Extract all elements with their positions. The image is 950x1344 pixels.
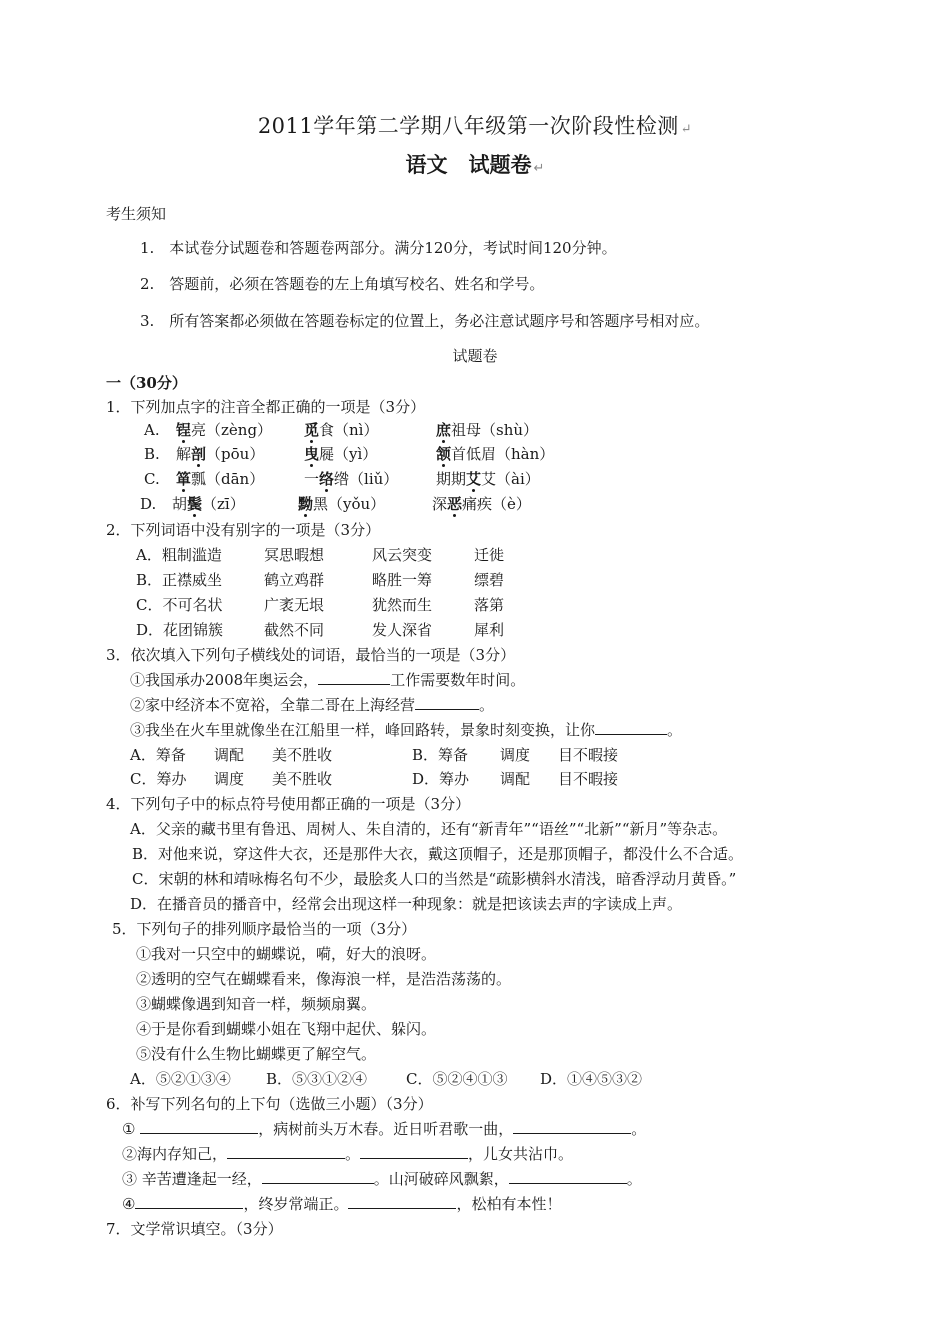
q1-option-b-word-2 xyxy=(304,444,377,464)
dotted-char: 黝 xyxy=(298,495,314,513)
sentence-text: ②家中经济本不宽裕，全靠二哥在上海经营 xyxy=(130,696,416,714)
dotted-char: 曳 xyxy=(304,445,320,463)
q6-line-3 xyxy=(122,1169,642,1189)
pinyin: （zī） xyxy=(202,495,245,513)
q5-option-a: A．⑤②①③④ xyxy=(130,1070,231,1088)
dotted-char: 剖 xyxy=(191,445,207,463)
answer-blank[interactable] xyxy=(135,1194,243,1209)
plain-char: 胡 xyxy=(172,495,188,513)
dotted-char: 颔 xyxy=(436,445,452,463)
q6-line-4 xyxy=(122,1194,561,1214)
q1-option-a-label: A. xyxy=(144,421,160,439)
pinyin: 屣（yì） xyxy=(319,445,378,463)
q2-option-c: C．不可名状 xyxy=(136,596,223,614)
q1-option-c-word-3 xyxy=(436,469,540,489)
q1-option-d-label: D. xyxy=(140,495,157,513)
q3-word: 调配 xyxy=(500,770,531,788)
q2-word: 迁徙 xyxy=(474,546,505,564)
q3-sentence-2 xyxy=(130,695,494,715)
q3-word: 调配 xyxy=(214,746,245,764)
notice-heading: 考生须知 xyxy=(106,205,167,223)
verse-text: ③ 辛苦遭逢起一经， xyxy=(122,1170,262,1188)
sentence-text: 。 xyxy=(479,696,495,714)
notice-item: 1. 本试卷分试题卷和答题卷两部分。满分120分，考试时间120分钟。 xyxy=(140,239,617,257)
q2-option-b: B．正襟威坐 xyxy=(136,571,223,589)
q3-word: 美不胜收 xyxy=(272,770,333,788)
q3-word: 调度 xyxy=(214,770,245,788)
q2-word: 鹤立鸡群 xyxy=(264,571,325,589)
sentence-text: 。 xyxy=(667,721,683,739)
pinyin: 首低眉（hàn） xyxy=(451,445,555,463)
q6-line-1 xyxy=(122,1119,646,1139)
q2-word: 发人深省 xyxy=(372,621,433,639)
answer-blank[interactable] xyxy=(140,1119,258,1134)
q1-option-a-word-1 xyxy=(176,420,272,440)
sentence-text: 工作需要数年时间。 xyxy=(390,671,526,689)
q2-word: 犀利 xyxy=(474,621,505,639)
q3-option-c: C．筹办 xyxy=(130,770,187,788)
verse-text: 。 xyxy=(345,1145,361,1163)
dotted-char: 锃 xyxy=(176,421,192,439)
pinyin: 痛疾（è） xyxy=(462,495,531,513)
exam-title-text: 2011学年第二学期八年级第一次阶段性检测 xyxy=(257,114,679,138)
verse-text: ，儿女共沾巾。 xyxy=(468,1145,574,1163)
verse-text: ，松柏有本性！ xyxy=(456,1195,562,1213)
pinyin: （pōu） xyxy=(206,445,265,463)
q3-word: 目不暇接 xyxy=(558,770,619,788)
q5-sentence: ①我对一只空中的蝴蝶说，嗬，好大的浪呀。 xyxy=(136,945,437,963)
notice-item: 2. 答题前，必须在答题卷的左上角填写校名、姓名和学号。 xyxy=(140,275,545,293)
q4-option-a: A．父亲的藏书里有鲁迅、周树人、朱自清的，还有“新青年”“语丝”“北新”“新月”等杂志。 xyxy=(130,820,728,838)
q2-word: 略胜一筹 xyxy=(372,571,433,589)
part-one-heading: 一（30分） xyxy=(106,374,187,392)
q2-word: 广袤无垠 xyxy=(264,596,325,614)
pinyin: 瓢（dān） xyxy=(191,470,265,488)
q6-line-2 xyxy=(122,1144,573,1164)
q5-sentence: ⑤没有什么生物比蝴蝶更了解空气。 xyxy=(136,1045,377,1063)
q5-option-b: B．⑤③①②④ xyxy=(266,1070,368,1088)
answer-blank[interactable] xyxy=(348,1194,456,1209)
q1-option-d-word-1 xyxy=(172,494,245,514)
answer-blank[interactable] xyxy=(513,1119,631,1134)
question-5-stem: 5．下列句子的排列顺序最恰当的一项（3分） xyxy=(112,920,417,938)
plain-char: 解 xyxy=(176,445,192,463)
pinyin: 食（nì） xyxy=(319,421,379,439)
answer-blank[interactable] xyxy=(415,695,479,710)
question-2-stem: 2．下列词语中没有别字的一项是（3分） xyxy=(106,521,381,539)
q2-word: 落第 xyxy=(474,596,505,614)
answer-blank[interactable] xyxy=(227,1144,345,1159)
plain-char: 深 xyxy=(432,495,448,513)
exam-subtitle xyxy=(0,152,950,182)
notice-item: 3. 所有答案都必须做在答题卷标定的位置上，务必注意试题序号和答题序号相对应。 xyxy=(140,312,710,330)
q2-option-a: A．粗制滥造 xyxy=(136,546,222,564)
dotted-char: 觅 xyxy=(304,421,320,439)
answer-blank[interactable] xyxy=(595,720,667,735)
q1-option-d-word-2 xyxy=(298,494,385,514)
q4-option-b: B．对他来说，穿这件大衣，还是那件大衣，戴这顶帽子，还是那顶帽子，都没什么不合适。 xyxy=(132,845,744,863)
q1-option-a-word-3 xyxy=(436,420,538,440)
verse-text: 。 xyxy=(631,1120,647,1138)
pinyin: 黑（yǒu） xyxy=(313,495,386,513)
pinyin: 艾（ài） xyxy=(481,470,540,488)
plain-char: 期期 xyxy=(436,470,467,488)
section-label: 试题卷 xyxy=(452,347,498,365)
dotted-char: 恶 xyxy=(447,495,463,513)
q2-word: 风云突变 xyxy=(372,546,433,564)
q5-sentence: ③蝴蝶像遇到知音一样，频频扇翼。 xyxy=(136,995,377,1013)
q2-word: 犹然而生 xyxy=(372,596,433,614)
q5-sentence: ④于是你看到蝴蝶小姐在飞翔中起伏、躲闪。 xyxy=(136,1020,437,1038)
question-7-stem: 7．文学常识填空。（3分） xyxy=(106,1220,283,1238)
q1-option-c-word-1 xyxy=(176,469,264,489)
verse-text: 。山河破碎风飘絮， xyxy=(373,1170,509,1188)
q3-option-d: D．筹办 xyxy=(412,770,470,788)
q4-option-d: D．在播音员的播音中，经常会出现这样一种现象：就是把该读去声的字读成上声。 xyxy=(130,895,683,913)
q2-option-d: D．花团锦簇 xyxy=(136,621,224,639)
answer-blank[interactable] xyxy=(360,1144,468,1159)
q4-option-c: C．宋朝的林和靖咏梅名句不少，最脍炙人口的当然是“疏影横斜水清浅，暗香浮动月黄昏。” xyxy=(132,870,737,888)
verse-text: ① xyxy=(122,1120,136,1138)
q3-option-a: A．筹备 xyxy=(130,746,186,764)
q5-option-c: C．⑤②④①③ xyxy=(406,1070,508,1088)
q1-option-b-label: B. xyxy=(144,445,160,463)
dotted-char: 箪 xyxy=(176,470,192,488)
q3-word: 美不胜收 xyxy=(272,746,333,764)
verse-text: ④ xyxy=(122,1195,136,1213)
dotted-char: 艾 xyxy=(466,470,482,488)
sentence-text: ①我国承办2008年奥运会， xyxy=(130,671,319,689)
pinyin: 祖母（shù） xyxy=(451,421,539,439)
plain-char: 一 xyxy=(304,470,320,488)
verse-text: 。 xyxy=(626,1170,642,1188)
q3-sentence-3 xyxy=(130,720,682,740)
verse-text: ，病树前头万木春。近日听君歌一曲， xyxy=(258,1120,514,1138)
q1-option-a-word-2 xyxy=(304,420,378,440)
q5-sentence: ②透明的空气在蝴蝶看来，像海浪一样，是浩浩荡荡的。 xyxy=(136,970,512,988)
q1-option-c-word-2 xyxy=(304,469,398,489)
pinyin: 绺（liǔ） xyxy=(334,470,399,488)
exam-title xyxy=(0,113,950,143)
q2-word: 缥碧 xyxy=(474,571,505,589)
dotted-char: 庶 xyxy=(436,421,452,439)
q2-word: 截然不同 xyxy=(264,621,325,639)
answer-blank[interactable] xyxy=(509,1169,627,1184)
dotted-char: 鬓 xyxy=(187,495,203,513)
paragraph-mark-icon: ↵ xyxy=(680,122,693,137)
verse-text: ②海内存知己， xyxy=(122,1145,228,1163)
question-3-stem: 3．依次填入下列句子横线处的词语，最恰当的一项是（3分） xyxy=(106,646,516,664)
answer-blank[interactable] xyxy=(318,670,390,685)
verse-text: ，终岁常端正。 xyxy=(243,1195,349,1213)
exam-subtitle-text: 语文 试题卷 xyxy=(405,153,532,177)
pinyin: 亮（zèng） xyxy=(191,421,273,439)
q1-option-c-label: C. xyxy=(144,470,160,488)
question-6-stem: 6．补写下列名句的上下句（选做三小题）（3分） xyxy=(106,1095,433,1113)
sentence-text: ③我坐在火车里就像坐在江船里一样，峰回路转，景象时刻变换，让你 xyxy=(130,721,596,739)
paragraph-mark-icon: ↵ xyxy=(533,161,545,176)
q1-option-b-word-1 xyxy=(176,444,264,464)
question-4-stem: 4．下列句子中的标点符号使用都正确的一项是（3分） xyxy=(106,795,471,813)
q5-option-d: D．①④⑤③② xyxy=(540,1070,643,1088)
dotted-char: 络 xyxy=(319,470,335,488)
q3-word: 调度 xyxy=(500,746,531,764)
answer-blank[interactable] xyxy=(262,1169,374,1184)
q3-option-b: B．筹备 xyxy=(412,746,469,764)
q1-option-b-word-3 xyxy=(436,444,554,464)
q2-word: 冥思暇想 xyxy=(264,546,325,564)
question-1-stem: 1．下列加点字的注音全都正确的一项是（3分） xyxy=(106,398,426,416)
q3-sentence-1 xyxy=(130,670,525,690)
q1-option-d-word-3 xyxy=(432,494,531,514)
q3-word: 目不暇接 xyxy=(558,746,619,764)
